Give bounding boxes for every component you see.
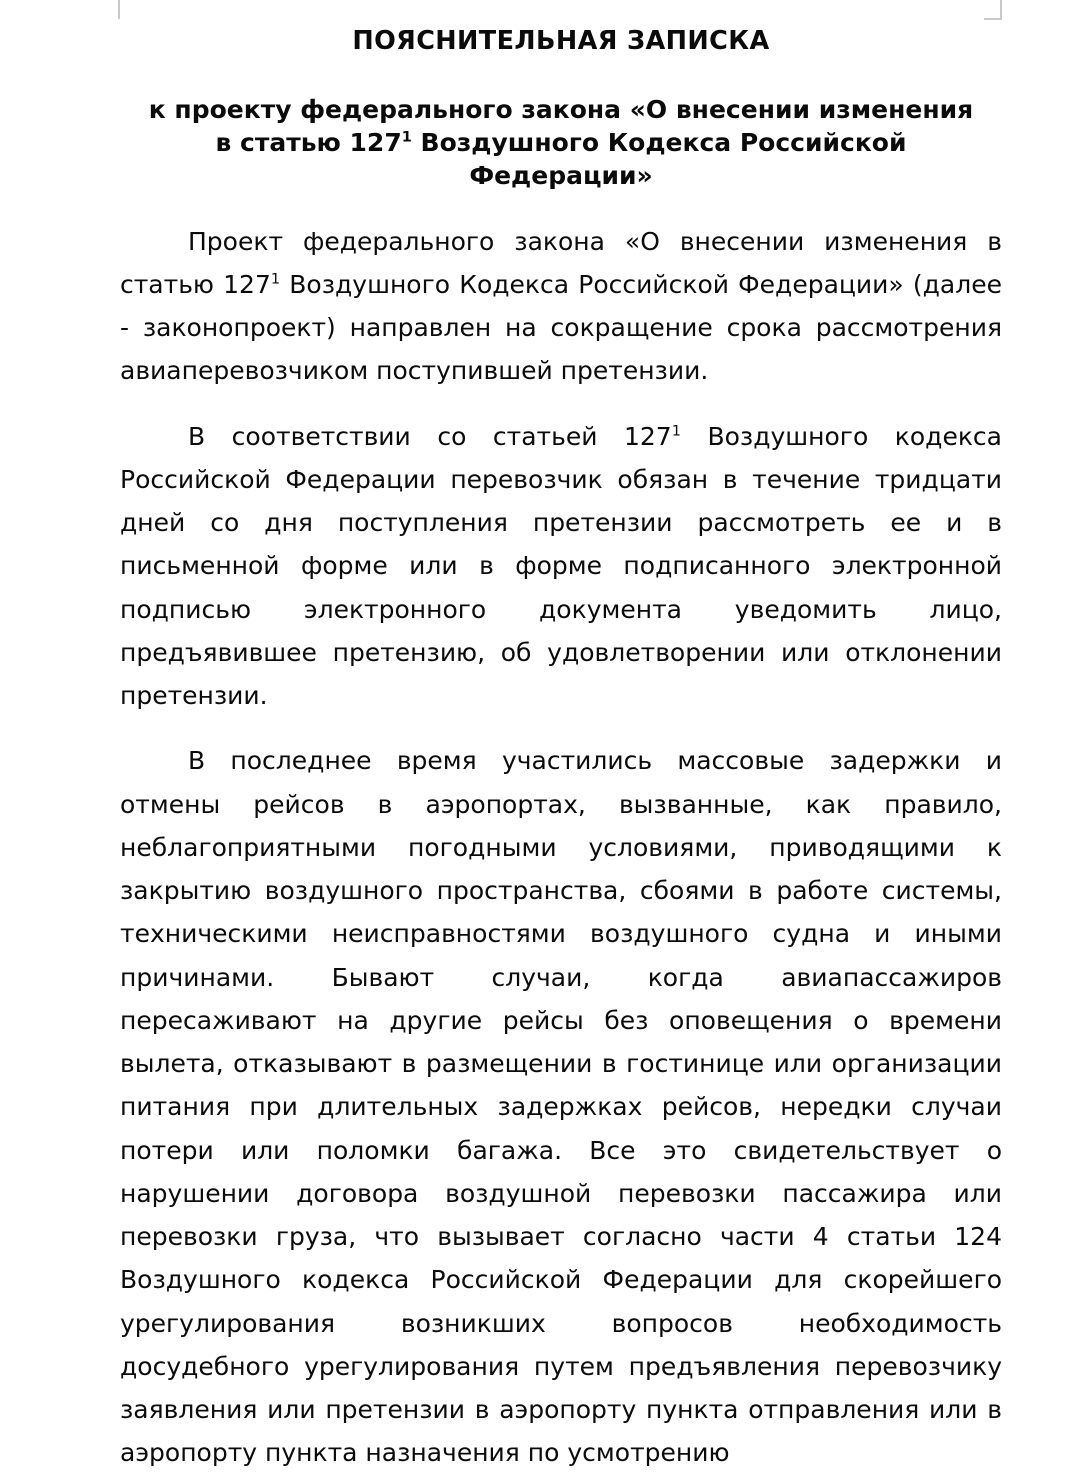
paragraph-1-text-a: Проект федерального закона «О внесении изменения в статью 127	[120, 226, 1002, 299]
page-title: ПОЯСНИТЕЛЬНАЯ ЗАПИСКА	[352, 26, 770, 56]
paragraph-3-text-a: В последнее время участились массовые задержки и отмены рейсов в аэропортах, вызванные, как правило, неблагоприятными погодными условиями, приводящими к закрытию воздушного пространства, сбоями в работе системы, техническими неисправностями воздушного судна и иными причинами. Бывают случаи, когда авиапассажиров пересаживают на другие рейсы без оповещения о времени вылета, отказывают в размещении в гостинице или организации питания при длительных задержках рейсов, нередки случаи потери или поломки багажа. Все это свидетельствует о нарушении договора воздушной перевозки пассажира или перевозки груза, что вызывает согласно части 4 статьи 124 Воздушного кодекса Российской Федерации для скорейшего урегулирования возникших вопросов необходимость досудебного урегулирования путем предъявления перевозчику заявления или претензии в аэропорту пункта отправления или в аэропорту пункта назначения по усмотрению	[120, 746, 1002, 1468]
subtitle-line-1: к проекту федерального закона «О внесении изменения в статью 127	[148, 94, 974, 157]
paragraph-2-text-b: Воздушного кодекса Российской Федерации перевозчик обязан в течение тридцати дней со дня поступления претензии рассмотреть ее и в письменной форме или в форме подписанного электронной подписью электронного документа уведомить лицо, предъявившее претензию, об удовлетворении или отклонении претензии.	[120, 421, 1002, 711]
paragraph-1	[120, 220, 1002, 393]
paragraph-1-text-b: Воздушного Кодекса Российской Федерации» (далее - законопроект) направлен на сокращение срока рассмотрения авиаперевозчиком поступившей претензии.	[120, 269, 1002, 386]
subtitle-superscript: 1	[401, 129, 412, 146]
document-subtitle	[138, 93, 984, 192]
paragraph-3	[120, 739, 1002, 1474]
paragraph-2-text-a: В соответствии со статьей 127	[188, 421, 672, 451]
paragraph-1-superscript: 1	[270, 271, 281, 288]
paragraph-2-superscript: 1	[671, 423, 681, 440]
subtitle-line-2: Воздушного Кодекса Российской Федерации»	[420, 127, 907, 190]
paragraph-2	[120, 415, 1002, 718]
